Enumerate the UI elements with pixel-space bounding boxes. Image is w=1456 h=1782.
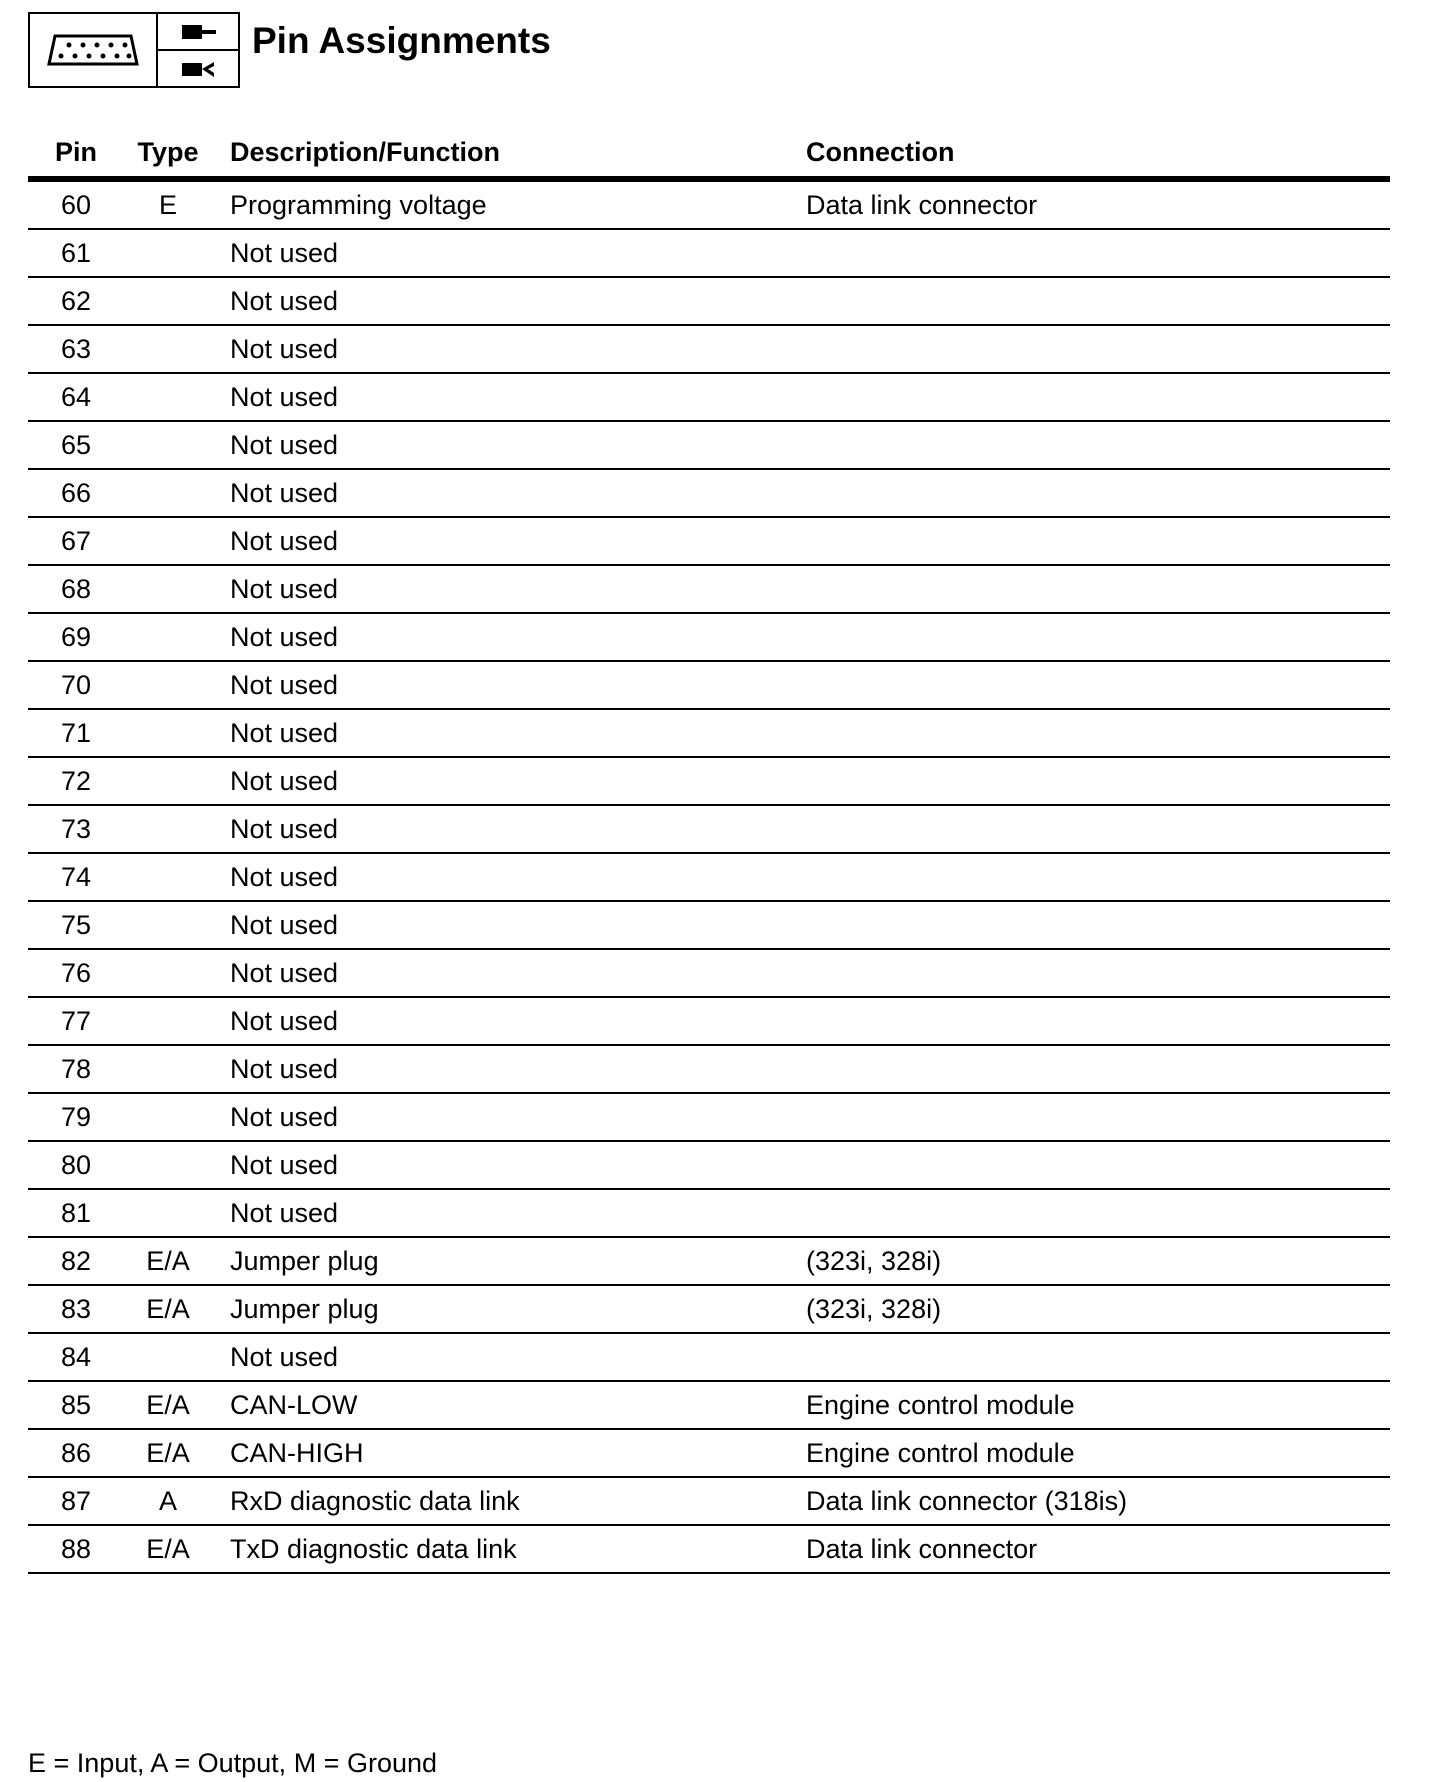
type-cell (124, 565, 212, 613)
table-row (28, 277, 1390, 325)
connection-cell (806, 949, 1390, 997)
pin-cell: 83 (28, 1285, 124, 1333)
type-cell (124, 853, 212, 901)
connection-cell (806, 1045, 1390, 1093)
table-row (28, 1285, 1390, 1333)
pin-cell: 76 (28, 949, 124, 997)
pin-cell: 73 (28, 805, 124, 853)
type-cell (124, 1093, 212, 1141)
table-row (28, 757, 1390, 805)
pin-cell: 84 (28, 1333, 124, 1381)
connection-cell: Engine control module (806, 1381, 1390, 1429)
connection-cell (806, 853, 1390, 901)
description-cell: Not used (212, 1045, 806, 1093)
pin-cell: 80 (28, 1141, 124, 1189)
female-plug-icon (158, 51, 238, 86)
connection-cell (806, 901, 1390, 949)
connection-cell (806, 469, 1390, 517)
description-cell: Not used (212, 853, 806, 901)
connection-cell (806, 997, 1390, 1045)
table-row (28, 1477, 1390, 1525)
type-cell (124, 1141, 212, 1189)
connector-pins-icon (30, 14, 158, 86)
pin-cell: 78 (28, 1045, 124, 1093)
table-row (28, 517, 1390, 565)
description-cell: Not used (212, 757, 806, 805)
type-cell: E/A (124, 1381, 212, 1429)
description-cell: Not used (212, 805, 806, 853)
table-row (28, 949, 1390, 997)
table-row (28, 565, 1390, 613)
pin-cell: 68 (28, 565, 124, 613)
table-row (28, 1093, 1390, 1141)
connection-cell: (323i, 328i) (806, 1285, 1390, 1333)
description-cell: Not used (212, 901, 806, 949)
connection-cell (806, 1093, 1390, 1141)
description-cell: Not used (212, 565, 806, 613)
type-cell (124, 373, 212, 421)
type-cell (124, 325, 212, 373)
connection-cell (806, 565, 1390, 613)
type-cell: E/A (124, 1285, 212, 1333)
connection-cell (806, 1141, 1390, 1189)
type-cell (124, 1333, 212, 1381)
pin-cell: 82 (28, 1237, 124, 1285)
column-header-connection: Connection (806, 128, 1390, 179)
connection-cell (806, 229, 1390, 277)
type-cell (124, 901, 212, 949)
connection-cell: Engine control module (806, 1429, 1390, 1477)
table-row (28, 853, 1390, 901)
column-header-pin: Pin (28, 128, 124, 179)
type-legend-footnote: E = Input, A = Output, M = Ground (28, 1748, 438, 1778)
type-cell (124, 805, 212, 853)
pin-cell: 65 (28, 421, 124, 469)
column-header-description: Description/Function (212, 128, 806, 179)
description-cell: Jumper plug (212, 1237, 806, 1285)
description-cell: Not used (212, 1093, 806, 1141)
pin-cell: 75 (28, 901, 124, 949)
pin-cell: 60 (28, 179, 124, 229)
description-cell: Not used (212, 469, 806, 517)
table-row (28, 1381, 1390, 1429)
table-row (28, 1237, 1390, 1285)
description-cell: CAN-HIGH (212, 1429, 806, 1477)
type-cell (124, 1045, 212, 1093)
pin-cell: 70 (28, 661, 124, 709)
pin-cell: 77 (28, 997, 124, 1045)
description-cell: Not used (212, 661, 806, 709)
type-cell (124, 277, 212, 325)
pin-cell: 85 (28, 1381, 124, 1429)
pin-cell: 67 (28, 517, 124, 565)
description-cell: Not used (212, 613, 806, 661)
pin-cell: 74 (28, 853, 124, 901)
type-cell: E/A (124, 1429, 212, 1477)
type-cell: A (124, 1477, 212, 1525)
description-cell: Not used (212, 997, 806, 1045)
table-row (28, 1333, 1390, 1381)
plug-icons (158, 14, 238, 86)
table-row (28, 661, 1390, 709)
type-cell: E/A (124, 1237, 212, 1285)
table-row (28, 179, 1390, 229)
connection-cell: Data link connector (806, 1525, 1390, 1573)
table-row (28, 805, 1390, 853)
type-cell (124, 709, 212, 757)
connection-cell (806, 757, 1390, 805)
page-header (28, 10, 551, 90)
connection-cell: (323i, 328i) (806, 1237, 1390, 1285)
pin-assignments-table (28, 128, 1390, 1574)
connection-cell (806, 325, 1390, 373)
type-cell (124, 661, 212, 709)
table-row (28, 709, 1390, 757)
connector-icon-box (28, 12, 240, 88)
connection-cell: Data link connector (318is) (806, 1477, 1390, 1525)
column-header-type: Type (124, 128, 212, 179)
pin-cell: 87 (28, 1477, 124, 1525)
connection-cell: Data link connector (806, 179, 1390, 229)
type-cell: E/A (124, 1525, 212, 1573)
pin-cell: 88 (28, 1525, 124, 1573)
table-body (28, 179, 1390, 1573)
pin-cell: 63 (28, 325, 124, 373)
pin-cell: 69 (28, 613, 124, 661)
table-row (28, 469, 1390, 517)
table-row (28, 325, 1390, 373)
description-cell: Not used (212, 229, 806, 277)
table-row (28, 1429, 1390, 1477)
table-header-row (28, 128, 1390, 179)
connection-cell (806, 709, 1390, 757)
pin-cell: 66 (28, 469, 124, 517)
type-cell (124, 229, 212, 277)
connection-cell (806, 661, 1390, 709)
description-cell: Jumper plug (212, 1285, 806, 1333)
description-cell: Not used (212, 1333, 806, 1381)
pin-cell: 79 (28, 1093, 124, 1141)
male-plug-icon (158, 14, 238, 51)
description-cell: Not used (212, 421, 806, 469)
type-cell (124, 757, 212, 805)
table-row (28, 1141, 1390, 1189)
description-cell: Not used (212, 325, 806, 373)
pin-cell: 64 (28, 373, 124, 421)
connection-cell (806, 613, 1390, 661)
pin-cell: 81 (28, 1189, 124, 1237)
description-cell: Not used (212, 277, 806, 325)
table-row (28, 1525, 1390, 1573)
pin-cell: 72 (28, 757, 124, 805)
table-row (28, 373, 1390, 421)
table-row (28, 229, 1390, 277)
table-row (28, 613, 1390, 661)
description-cell: Not used (212, 1141, 806, 1189)
table-row (28, 1045, 1390, 1093)
description-cell: Not used (212, 949, 806, 997)
pin-cell: 71 (28, 709, 124, 757)
page-title: Pin Assignments (252, 20, 551, 61)
description-cell: RxD diagnostic data link (212, 1477, 806, 1525)
connection-cell (806, 421, 1390, 469)
type-cell (124, 421, 212, 469)
connection-cell (806, 805, 1390, 853)
type-cell: E (124, 179, 212, 229)
description-cell: TxD diagnostic data link (212, 1525, 806, 1573)
description-cell: Programming voltage (212, 179, 806, 229)
table-row (28, 1189, 1390, 1237)
connection-cell (806, 277, 1390, 325)
connection-cell (806, 373, 1390, 421)
description-cell: Not used (212, 373, 806, 421)
pin-cell: 61 (28, 229, 124, 277)
connection-cell (806, 1189, 1390, 1237)
description-cell: Not used (212, 1189, 806, 1237)
type-cell (124, 949, 212, 997)
type-cell (124, 517, 212, 565)
type-cell (124, 997, 212, 1045)
description-cell: CAN-LOW (212, 1381, 806, 1429)
description-cell: Not used (212, 709, 806, 757)
type-cell (124, 613, 212, 661)
connection-cell (806, 517, 1390, 565)
table-row (28, 997, 1390, 1045)
table-row (28, 901, 1390, 949)
pin-cell: 62 (28, 277, 124, 325)
pin-cell: 86 (28, 1429, 124, 1477)
connection-cell (806, 1333, 1390, 1381)
table-row (28, 421, 1390, 469)
type-cell (124, 469, 212, 517)
description-cell: Not used (212, 517, 806, 565)
type-cell (124, 1189, 212, 1237)
